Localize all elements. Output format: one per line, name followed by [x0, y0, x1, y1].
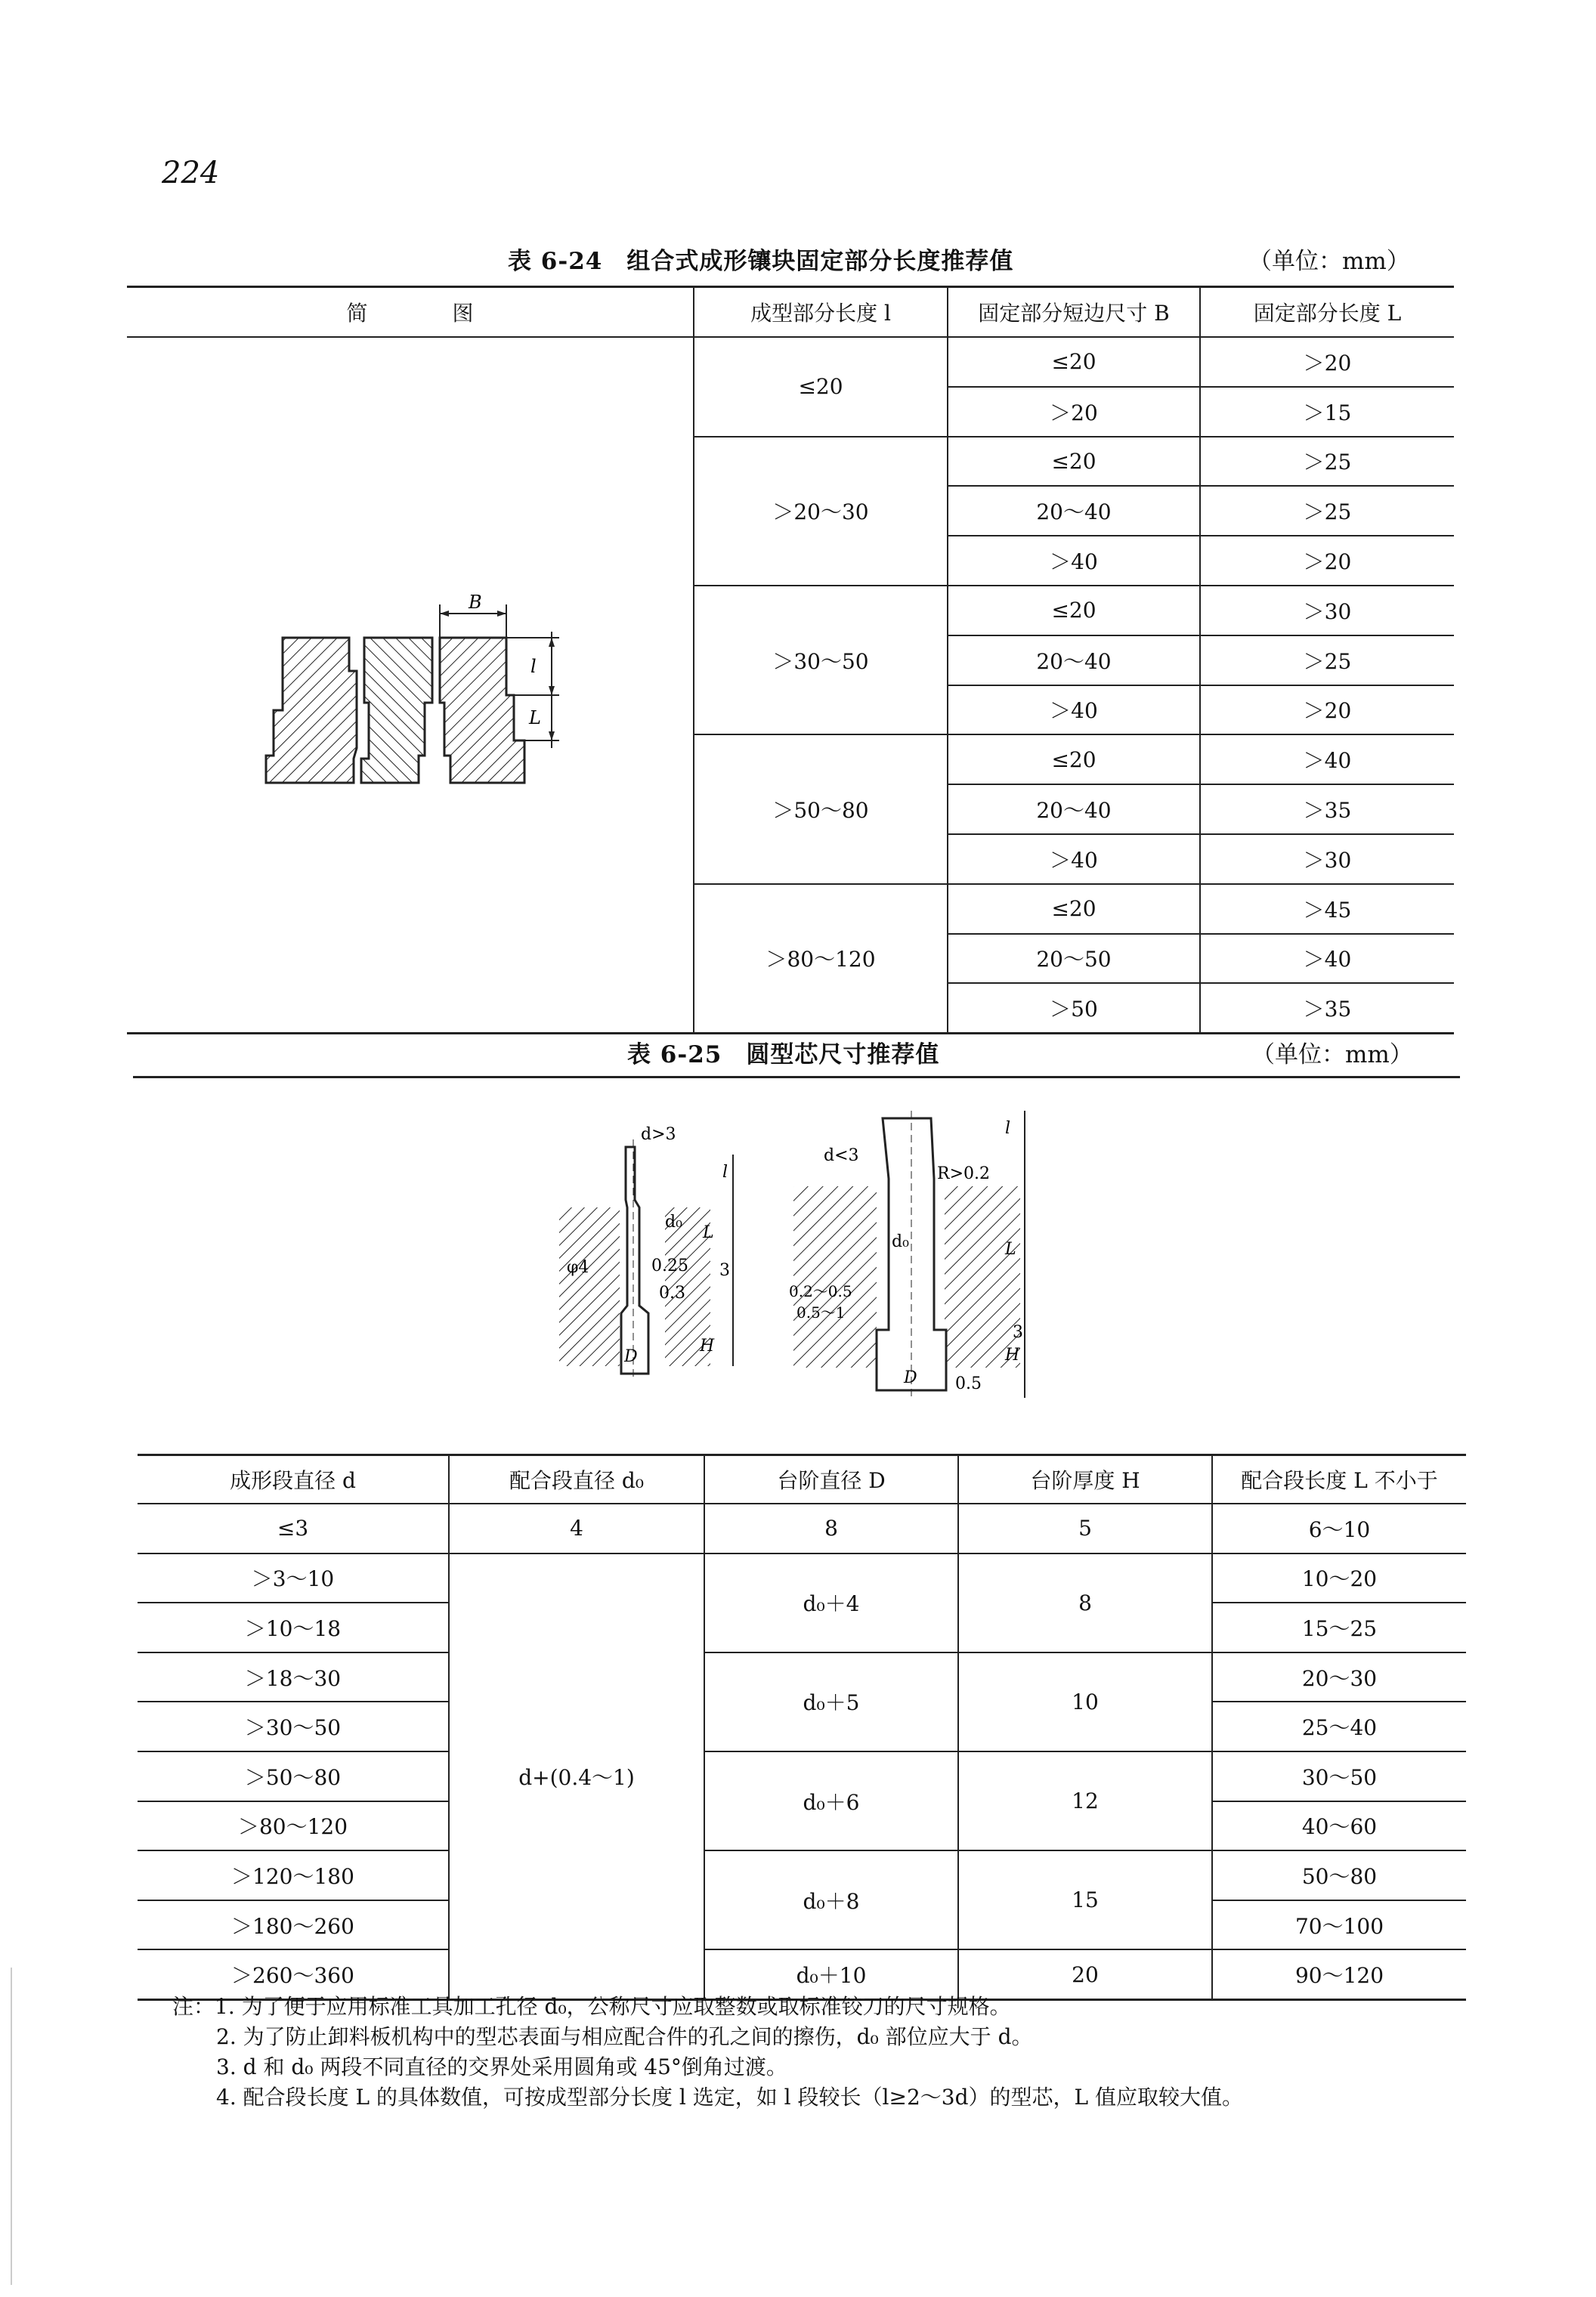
b-cell: 20～40 [948, 784, 1200, 834]
L-cell: ＞40 [1200, 734, 1454, 784]
L-cell: ＞20 [1200, 536, 1454, 586]
cell: ≤3 [138, 1504, 449, 1553]
H-cell: 10 [958, 1652, 1212, 1751]
l-cell: ≤20 [694, 337, 948, 437]
b-cell: 20～50 [948, 934, 1200, 984]
insert-diagram [257, 589, 589, 793]
header-cell: 简 图 [127, 287, 694, 338]
label-3-large: 3 [1013, 1323, 1023, 1342]
label-D: D [624, 1347, 638, 1366]
header-cell: 固定部分短边尺寸 B [948, 287, 1200, 338]
L-cell: ＞45 [1200, 884, 1454, 934]
H-cell: 20 [958, 1949, 1212, 1999]
label-l: l [530, 656, 537, 677]
b-cell: ＞40 [948, 685, 1200, 735]
table-6-24-unit: （单位：mm） [1248, 248, 1410, 275]
label-l-small: l [722, 1163, 728, 1182]
label-L-small: L [703, 1223, 714, 1242]
b-cell: 20～40 [948, 486, 1200, 536]
divider [133, 1076, 1460, 1078]
L-cell: 70～100 [1212, 1900, 1466, 1950]
L-cell: 90～120 [1212, 1949, 1466, 1999]
cell: 4 [449, 1504, 704, 1553]
d-cell: ＞260～360 [231, 1963, 354, 1989]
d-cell: ＞50～80 [138, 1751, 449, 1801]
label-03: 0.3 [659, 1284, 685, 1303]
L-cell: ＞25 [1200, 486, 1454, 536]
b-cell: ≤20 [948, 884, 1200, 934]
l-cell: ＞30～50 [694, 586, 948, 734]
L-cell: 10～20 [1212, 1553, 1466, 1603]
L-cell: ＞25 [1200, 635, 1454, 685]
note-1: 注：1. 为了便于应用标准工具加工孔径 d₀，公称尺寸应取整数或取标准铰刀的尺寸规格。 [172, 1994, 1011, 2019]
l-cell: ＞20～30 [694, 437, 948, 586]
d-cell: ＞10～18 [138, 1603, 449, 1652]
D-cell: d₀＋4 [704, 1553, 958, 1652]
H-cell: 12 [958, 1751, 1212, 1850]
H-cell: 8 [958, 1553, 1212, 1652]
L-cell: ＞30 [1200, 586, 1454, 635]
D-cell: d₀＋6 [704, 1751, 958, 1850]
label-d0-large: d₀ [892, 1232, 909, 1251]
d-cell: ＞180～260 [138, 1900, 449, 1950]
label-B: B [469, 592, 482, 613]
L-cell: ＞35 [1200, 983, 1454, 1033]
l-cell: ＞50～80 [694, 734, 948, 883]
D-cell: d₀＋10 [704, 1949, 958, 1999]
b-cell: ≤20 [948, 337, 1200, 387]
header-cell: 成型部分长度 l [694, 287, 948, 338]
label-H: H [700, 1337, 715, 1356]
d-cell: ＞18～30 [138, 1652, 449, 1702]
table-6-25-unit: （单位：mm） [1251, 1041, 1413, 1068]
notes [172, 1992, 1243, 2113]
L-cell: ＞15 [1200, 387, 1454, 437]
label-3-small: 3 [719, 1261, 730, 1280]
l-cell: ＞80～120 [694, 884, 948, 1034]
label-R: R>0.2 [937, 1164, 990, 1183]
b-cell: ≤20 [948, 437, 1200, 487]
L-cell: 30～50 [1212, 1751, 1466, 1801]
L-cell: ＞20 [1200, 685, 1454, 735]
core-diagram-small [552, 1124, 748, 1381]
L-cell: 25～40 [1212, 1702, 1466, 1751]
label-phi4: φ4 [567, 1258, 589, 1277]
b-cell: ＞50 [948, 983, 1200, 1033]
label-025: 0.25 [651, 1257, 688, 1275]
table-6-24-caption: 表 6-24 组合式成形镶块固定部分长度推荐值 [508, 248, 1014, 275]
D-cell: d₀＋5 [704, 1652, 958, 1751]
label-05: 0.5 [955, 1374, 982, 1393]
header-cell: 配合段直径 d₀ [449, 1455, 704, 1504]
b-cell: ≤20 [948, 734, 1200, 784]
header-cell: 台阶直径 D [704, 1455, 958, 1504]
b-cell: ≤20 [948, 586, 1200, 635]
L-cell: ＞40 [1200, 934, 1454, 984]
label-d0: d₀ [665, 1213, 682, 1232]
label-r1: 0.2～0.5 [789, 1282, 852, 1300]
header-cell: 成形段直径 d [138, 1455, 449, 1504]
D-cell: d₀＋8 [704, 1850, 958, 1949]
b-cell: ＞20 [948, 387, 1200, 437]
label-H-large: H [1005, 1346, 1020, 1365]
label-D-large: D [904, 1368, 917, 1387]
cell: 5 [958, 1504, 1212, 1553]
label-L: L [529, 707, 541, 728]
header-cell: 固定部分长度 L [1200, 287, 1454, 338]
L-cell: ＞20 [1200, 337, 1454, 387]
cell: 6～10 [1212, 1504, 1466, 1553]
note-3: 3. d 和 d₀ 两段不同直径的交界处采用圆角或 45°倒角过渡。 [216, 2054, 787, 2079]
L-cell: ＞25 [1200, 437, 1454, 487]
header-cell: 配合段长度 L 不小于 [1212, 1455, 1466, 1504]
label-l-large: l [1005, 1119, 1011, 1138]
label-r2: 0.5～1 [796, 1303, 846, 1322]
label-d-gt3: d>3 [641, 1125, 676, 1144]
L-cell: 40～60 [1212, 1801, 1466, 1851]
L-cell: ＞35 [1200, 784, 1454, 834]
d-cell: ＞120～180 [138, 1850, 449, 1900]
b-cell: ＞40 [948, 834, 1200, 884]
table-6-25-caption: 表 6-25 圆型芯尺寸推荐值 [627, 1041, 940, 1068]
table-6-25 [138, 1454, 1466, 2001]
L-cell: ＞30 [1200, 834, 1454, 884]
note-2: 2. 为了防止卸料板机构中的型芯表面与相应配合件的孔之间的擦伤，d₀ 部位应大于 d。 [216, 2024, 1033, 2049]
L-cell: 50～80 [1212, 1850, 1466, 1900]
H-cell: 15 [958, 1850, 1212, 1949]
b-cell: ＞40 [948, 536, 1200, 586]
label-d-lt3: d<3 [824, 1146, 859, 1165]
L-cell: 20～30 [1212, 1652, 1466, 1702]
note-4: 4. 配合段长度 L 的具体数值，可按成型部分长度 l 选定，如 l 段较长（l≥2～3d）的型芯，L 值应取较大值。 [216, 2085, 1243, 2110]
page-number: 224 [162, 156, 220, 190]
d-cell: ＞30～50 [138, 1702, 449, 1751]
margin-line [11, 1968, 12, 2285]
d-cell: ＞80～120 [138, 1801, 449, 1851]
b-cell: 20～40 [948, 635, 1200, 685]
cell: 8 [704, 1504, 958, 1553]
d-cell: ＞3～10 [138, 1553, 449, 1603]
header-cell: 台阶厚度 H [958, 1455, 1212, 1504]
d0-cell: d+(0.4～1) [449, 1553, 704, 2000]
L-cell: 15～25 [1212, 1603, 1466, 1652]
label-L-large: L [1005, 1240, 1016, 1259]
core-diagram-large [786, 1103, 1043, 1405]
